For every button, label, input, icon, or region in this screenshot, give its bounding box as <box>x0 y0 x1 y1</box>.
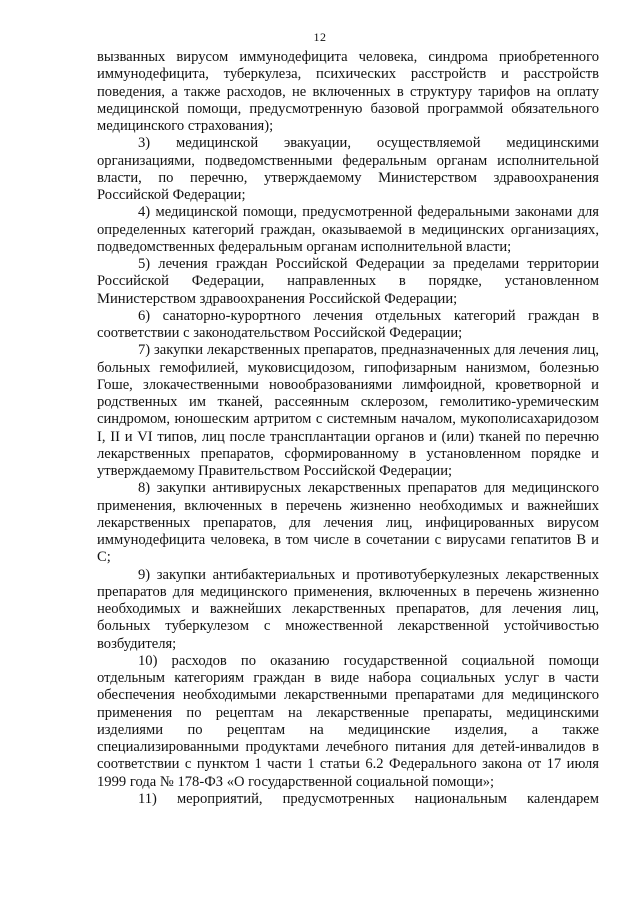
paragraph-item-8: 8) закупки антивирусных лекарственных препаратов для медицинского применения, включенных в перечень жизненно необходимых и важнейших лекарственных препаратов, для лечения лиц, инфицированных вирусом иммунодефицита человека, в том числе в сочетании с вирусами гепатитов B и C; <box>97 480 599 566</box>
paragraph-continuation: вызванных вирусом иммунодефицита человека, синдрома приобретенного иммунодефицита, туберкулеза, психических расстройств и расстройств поведения, а также расходов, не включенных в структуру тарифов на оплату медицинской помощи, предусмотренную базовой программой обязательного медицинского страхования); <box>97 49 599 134</box>
paragraph-item-10: 10) расходов по оказанию государственной социальной помощи отдельным категориям граждан в виде набора социальных услуг в части обеспечения необходимыми лекарственными препаратами для медицинского применения по рецептам на лекарственные препараты, медицинскими изделиями по рецептам на медицинские изделия, а также специализированными продуктами лечебного питания для детей-инвалидов в соответствии с пунктом 1 части 1 статьи 6.2 Федерального закона от 17 июля 1999 года № 178-ФЗ «О государственной социальной помощи»; <box>97 652 599 790</box>
paragraph-item-7: 7) закупки лекарственных препаратов, предназначенных для лечения лиц, больных гемофилией, муковисцидозом, гипофизарным нанизмом, болезнью Гоше, злокачественными новообразованиями лимфоидной, кроветворной и родственных им тканей, рассеянным склерозом, гемолитико-уремическим синдромом, юношеским артритом с системным началом, мукополисахаридозом I, II и VI типов, лиц после трансплантации органов и (или) тканей по перечню лекарственных препаратов, сформированному в установленном порядке и утверждаемому Правительством Российской Федерации; <box>97 342 599 479</box>
paragraph-item-5: 5) лечения граждан Российской Федерации за пределами территории Российской Федерации, направленных в порядке, установленном Министерством здравоохранения Российской Федерации; <box>97 256 599 307</box>
paragraph-item-9: 9) закупки антибактериальных и противотуберкулезных лекарственных препаратов для медицинского применения, включенных в перечень жизненно необходимых и важнейших лекарственных препаратов, для лечения лиц, больных туберкулезом с множественной лекарственной устойчивостью возбудителя; <box>97 566 599 652</box>
document-body <box>97 49 599 808</box>
paragraph-item-6: 6) санаторно-курортного лечения отдельных категорий граждан в соответствии с законодательством Российской Федерации; <box>97 307 599 341</box>
page-number: 12 <box>313 30 327 44</box>
paragraph-item-11: 11) мероприятий, предусмотренных национальным календарем <box>138 790 599 807</box>
paragraph-item-4: 4) медицинской помощи, предусмотренной федеральными законами для определенных категорий граждан, оказываемой в медицинских организациях, подведомственных федеральным органам исполнительной власти; <box>97 204 599 255</box>
paragraph-item-3: 3) медицинской эвакуации, осуществляемой медицинскими организациями, подведомственными федеральным органам исполнительной власти, по перечню, утверждаемому Министерством здравоохранения Российской Федерации; <box>97 135 599 203</box>
